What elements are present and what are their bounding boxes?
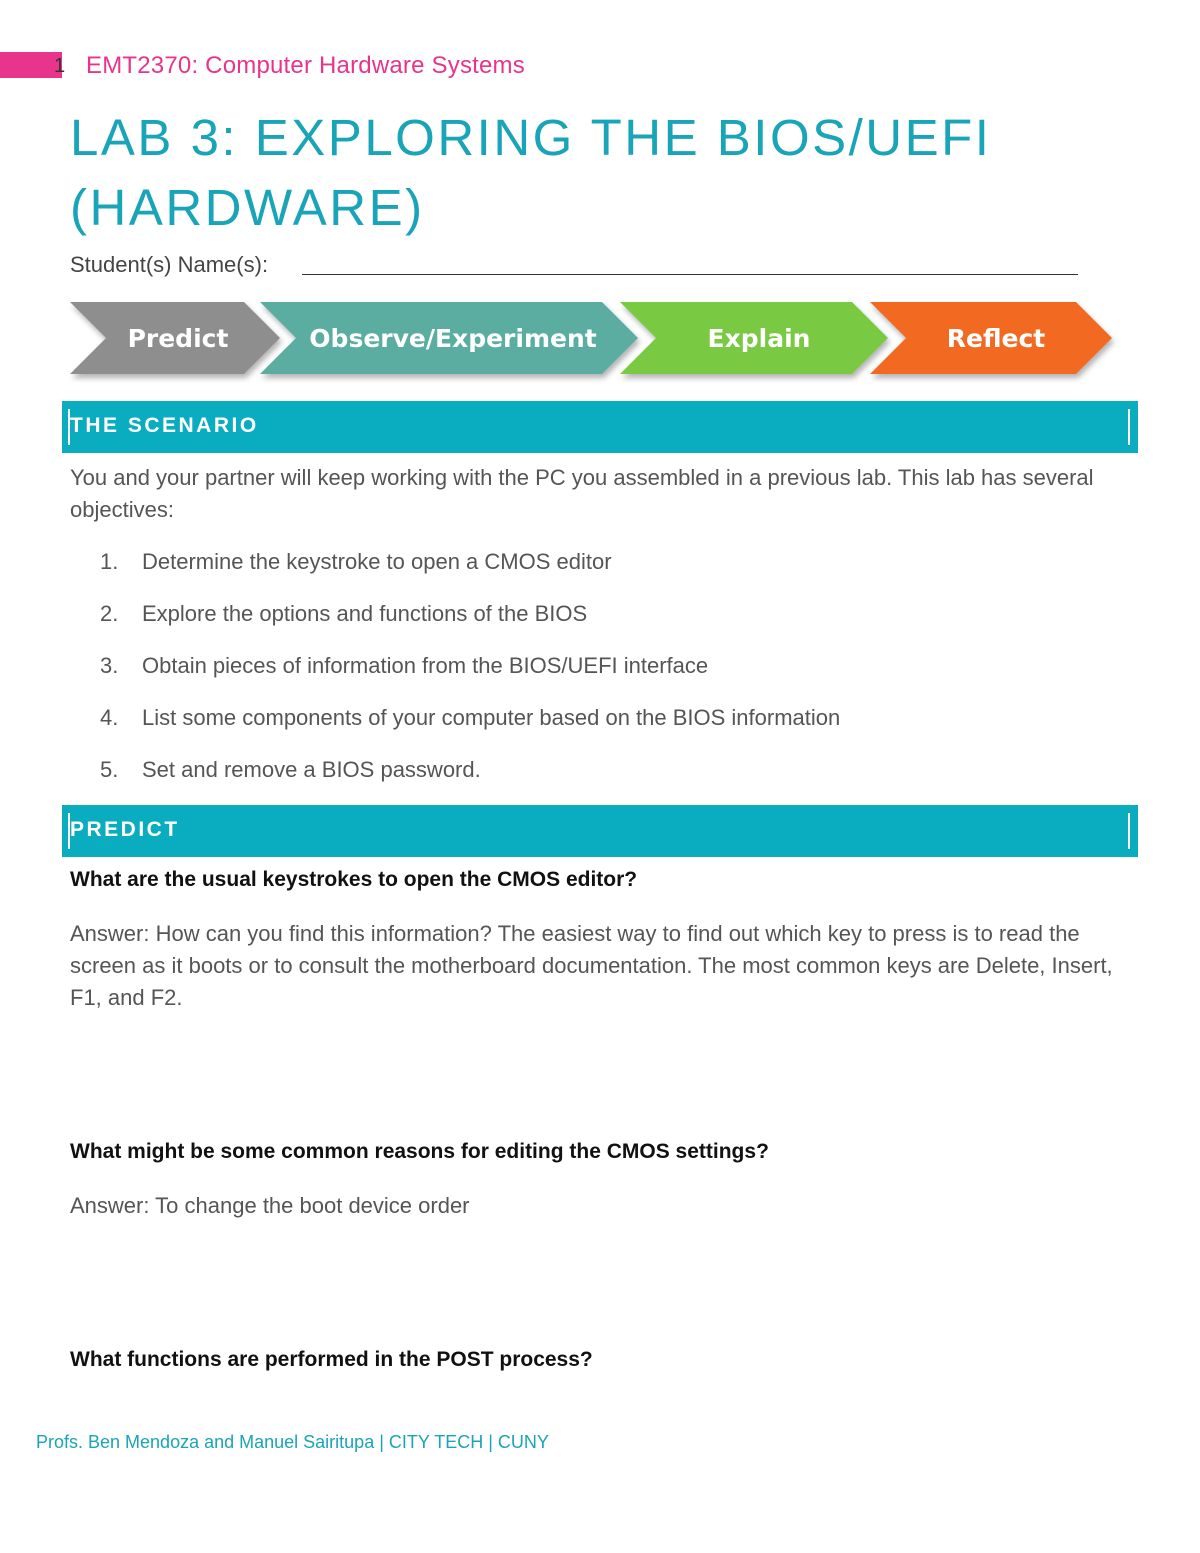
question-2: What might be some common reasons for editing the CMOS settings? [70, 1140, 769, 1163]
list-item: 3. Obtain pieces of information from the BIOS/UEFI interface [100, 653, 709, 678]
section-marker-right [1128, 409, 1130, 445]
step-label-observe-experiment: Observe/Experiment [309, 324, 597, 353]
process-chevrons [66, 296, 1126, 384]
objectives-list [100, 546, 1100, 806]
student-names-label: Student(s) Name(s): [70, 252, 269, 277]
section-heading-scenario [62, 401, 1138, 453]
answer-2: Answer: To change the boot device order [70, 1193, 470, 1218]
step-label-explain: Explain [707, 324, 811, 353]
scenario-intro: You and your partner will keep working with the PC you assembled in a previous lab. This lab has several objectives: [70, 465, 1094, 522]
section-title: THE SCENARIO [70, 414, 259, 437]
course-header: EMT2370: Computer Hardware Systems [86, 52, 525, 79]
section-title: PREDICT [70, 818, 180, 841]
list-item: 1. Determine the keystroke to open a CMOS editor [100, 549, 612, 574]
answer-1: Answer: How can you find this information? The easiest way to find out which key to press is to read the screen as it boots or to consult the motherboard documentation. The most common keys are Delete, Insert, F1, and F2. [70, 921, 1113, 1010]
list-item: 2. Explore the options and functions of the BIOS [100, 601, 588, 626]
section-marker-right [1128, 813, 1130, 849]
list-item: 5. Set and remove a BIOS password. [100, 757, 481, 782]
page-title: LAB 3: EXPLORING THE BIOS/UEFI (HARDWARE) [70, 109, 992, 236]
question-3: What functions are performed in the POST process? [70, 1348, 593, 1371]
step-label-predict: Predict [127, 324, 229, 353]
page-number-bar [0, 52, 62, 78]
question-1: What are the usual keystrokes to open the CMOS editor? [70, 868, 638, 891]
student-names-line [302, 274, 1078, 275]
page-footer: Profs. Ben Mendoza and Manuel Sairitupa | CITY TECH | CUNY [36, 1432, 549, 1452]
step-label-reflect: Reflect [946, 324, 1046, 353]
section-heading-predict [62, 805, 1138, 857]
page-number: 1 [54, 55, 66, 77]
list-item: 4. List some components of your computer based on the BIOS information [100, 705, 841, 730]
